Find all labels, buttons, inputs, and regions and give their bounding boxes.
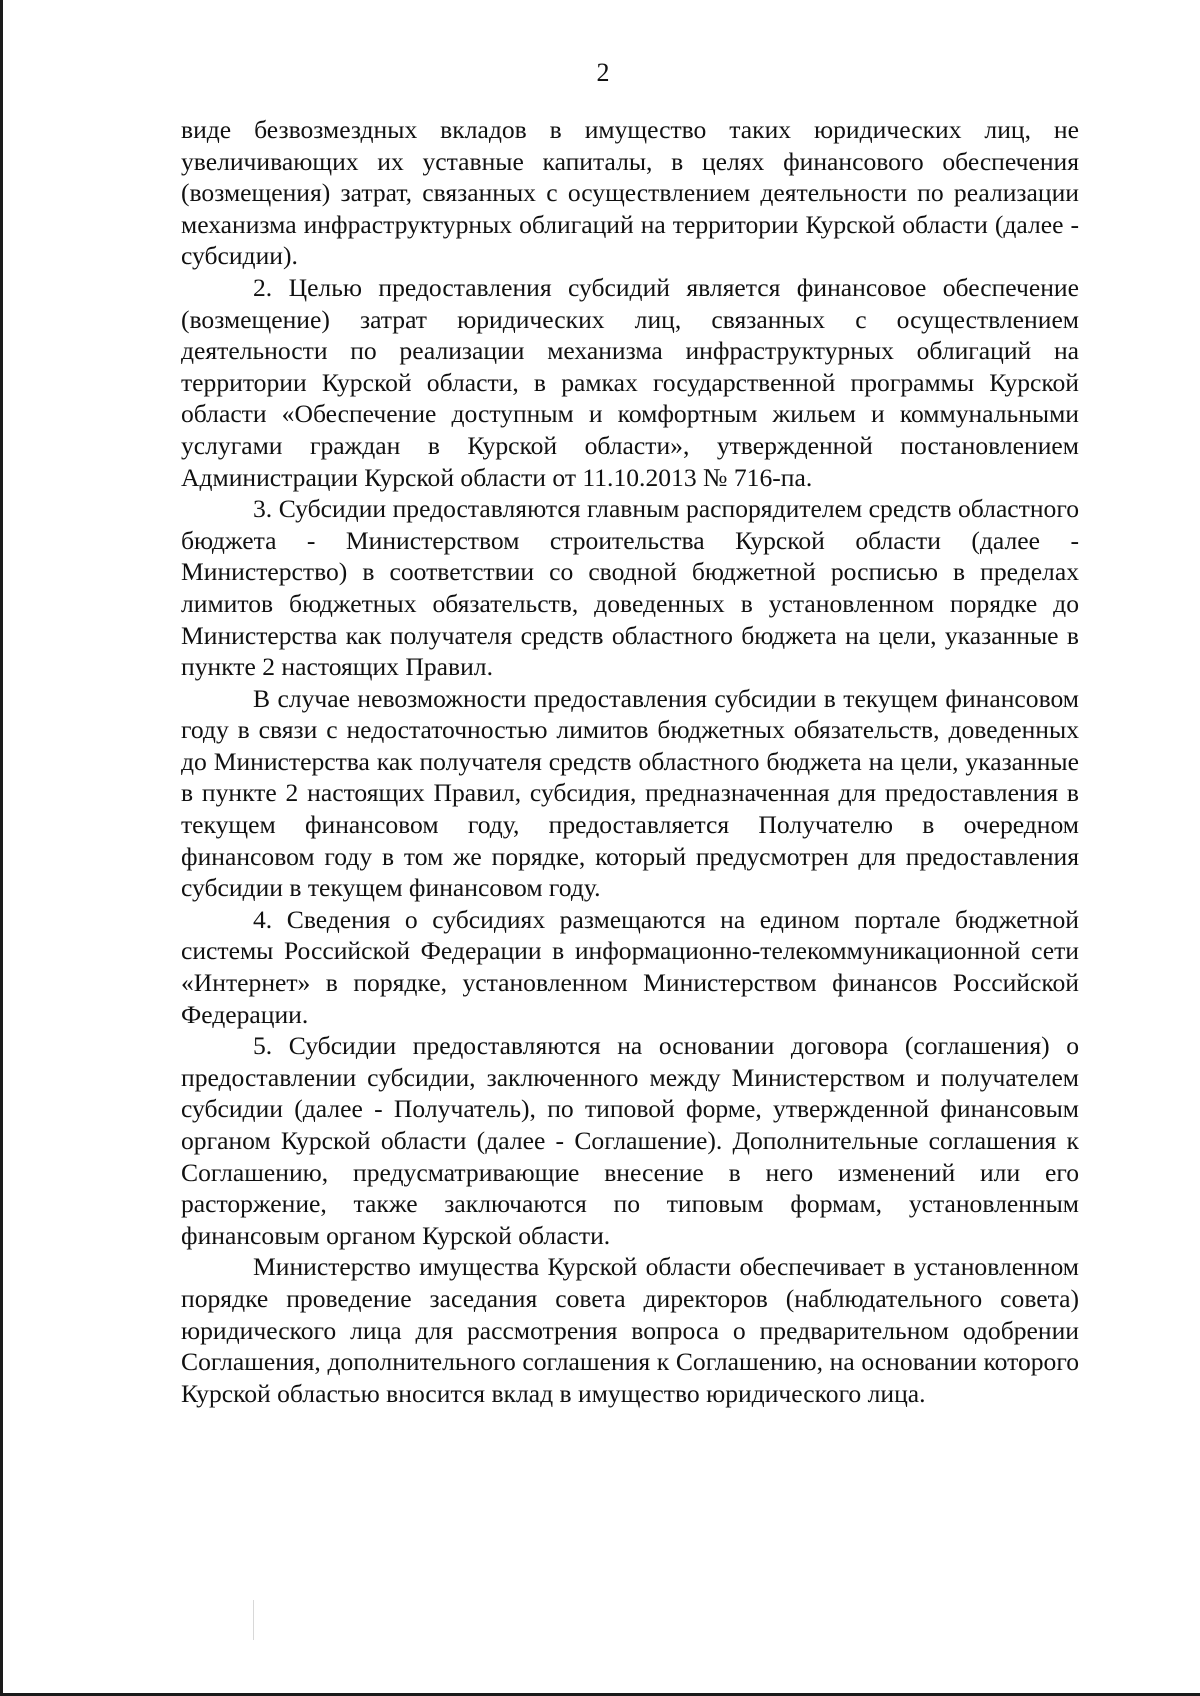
- paragraph-item-4: 4. Сведения о субсидиях размещаются на едином портале бюджетной системы Российской Федерации в информационно-телекоммуникационной сети «Интернет» в порядке, установленном Министерством финансов Российской Федерации.: [181, 904, 1079, 1029]
- paragraph-item-5: 5. Субсидии предоставляются на основании договора (соглашения) о предоставлении субсидии, заключенного между Министерством и получателем субсидии (далее - Получатель), по типовой форме, утвержденной финансовым органом Курской области (далее - Соглашение). Дополнительные соглашения к Соглашению, предусматривающие внесение в него изменений или его расторжение, также заключаются по типовым формам, установленным финансовым органом Курской области.: [181, 1031, 1079, 1250]
- paragraph-item-3: 3. Субсидии предоставляются главным распорядителем средств областного бюджета - Министерством строительства Курской области (далее - Министерство) в соответствии со сводной бюджетной росписью в пределах лимитов бюджетных обязательств, доведенных в установленном порядке до Министерства как получателя средств областного бюджета на цели, указанные в пункте 2 настоящих Правил.: [181, 494, 1079, 682]
- paragraph-continuation: виде безвозмездных вкладов в имущество таких юридических лиц, не увеличивающих их уставные капиталы, в целях финансового обеспечения (возмещения) затрат, связанных с осуществлением деятельности по реализации механизма инфраструктурных облигаций на территории Курской области (далее - субсидии).: [181, 115, 1079, 271]
- document-body: [181, 114, 1079, 1409]
- paragraph-item-3-continued: В случае невозможности предоставления субсидии в текущем финансовом году в связи с недостаточностью лимитов бюджетных обязательств, доведенных до Министерства как получателя средств областного бюджета на цели, указанные в пункте 2 настоящих Правил, субсидия, предназначенная для предоставления в текущем финансовом году, предоставляется Получателю в очередном финансовом году в том же порядке, который предусмотрен для предоставления субсидии в текущем финансовом году.: [181, 683, 1079, 903]
- scan-artifact: [253, 1600, 254, 1640]
- paragraph-item-2: 2. Целью предоставления субсидий является финансовое обеспечение (возмещение) затрат юридических лиц, связанных с осуществлением деятельности по реализации механизма инфраструктурных облигаций на территории Курской области, в рамках государственной программы Курской области «Обеспечение доступным и комфортным жильем и коммунальными услугами граждан в Курской области», утвержденной постановлением Администрации Курской области от 11.10.2013 № 716-па.: [181, 272, 1079, 492]
- page-number: 2: [596, 58, 610, 87]
- paragraph-item-5-continued: Министерство имущества Курской области обеспечивает в установленном порядке проведение заседания совета директоров (наблюдательного совета) юридического лица для рассмотрения вопроса о предварительном одобрении Соглашения, дополнительного соглашения к Соглашению, на основании которого Курской областью вносится вклад в имущество юридического лица.: [181, 1252, 1079, 1408]
